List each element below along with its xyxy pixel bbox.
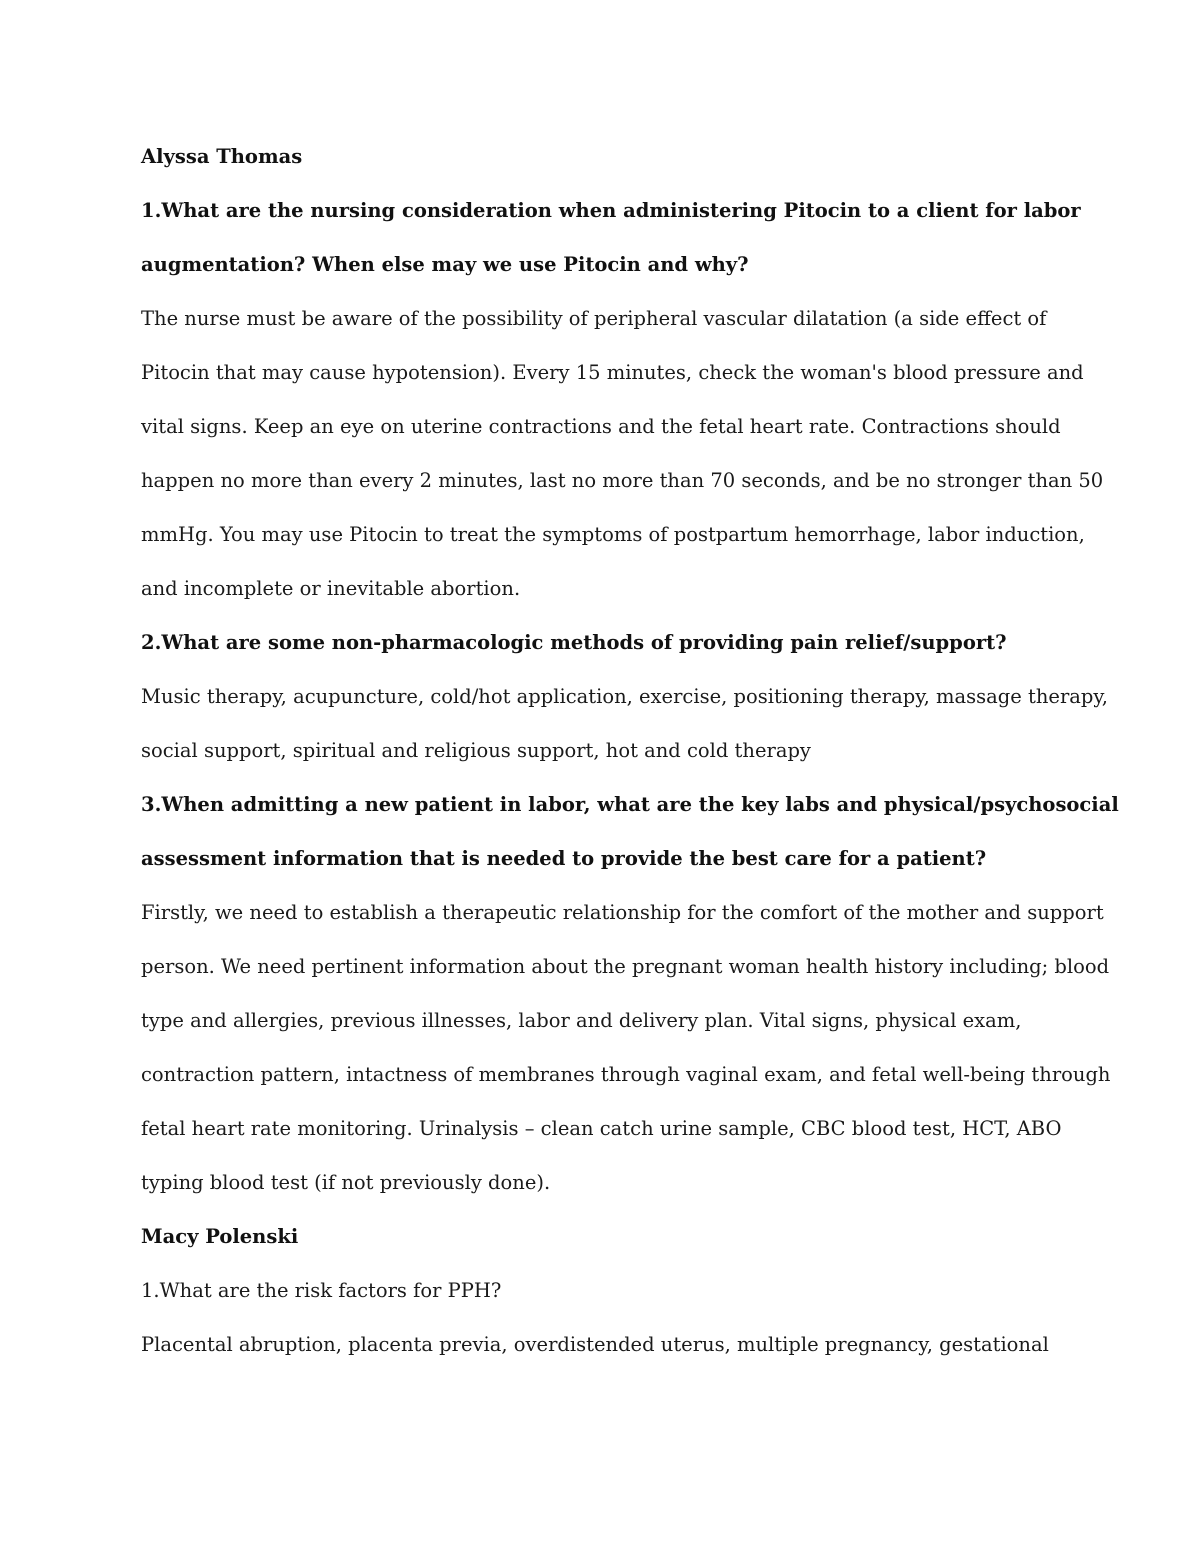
author-section: [141, 1210, 1061, 1372]
question-block: [141, 616, 1108, 778]
answer-text: Placental abruption, placenta previa, overdistended uterus, multiple pregnancy, gestational: [141, 1333, 1049, 1356]
answer-text: and incomplete or inevitable abortion.: [141, 577, 521, 600]
answer-text: fetal heart rate monitoring. Urinalysis – clean catch urine sample, CBC blood test, HCT, ABO: [141, 1117, 1062, 1140]
answer-text: type and allergies, previous illnesses, labor and delivery plan. Vital signs, physical exam,: [141, 1009, 1022, 1032]
question-text: assessment information that is needed to provide the best care for a patient?: [141, 847, 987, 870]
answer-text: happen no more than every 2 minutes, last no more than 70 seconds, and be no stronger than 50: [141, 469, 1104, 492]
answer-text: mmHg. You may use Pitocin to treat the symptoms of postpartum hemorrhage, labor induction,: [141, 523, 1085, 546]
question-block: [141, 1264, 1061, 1372]
answer-text: contraction pattern, intactness of membranes through vaginal exam, and fetal well-being through: [141, 1063, 1111, 1086]
answer-text: person. We need pertinent information about the pregnant woman health history including; blood: [141, 955, 1110, 978]
question-text: augmentation? When else may we use Pitocin and why?: [141, 253, 749, 276]
question-text: 2.What are some non-pharmacologic methods of providing pain relief/support?: [141, 631, 1007, 654]
question-text: 3.When admitting a new patient in labor, what are the key labs and physical/psychosocial: [141, 793, 1119, 816]
answer-text: The nurse must be aware of the possibility of peripheral vascular dilatation (a side effect of: [141, 307, 1047, 330]
author-name: Macy Polenski: [141, 1225, 299, 1248]
question-text: 1.What are the risk factors for PPH?: [141, 1279, 502, 1302]
author-name: Alyssa Thomas: [141, 145, 303, 168]
answer-text: Firstly, we need to establish a therapeutic relationship for the comfort of the mother and support: [141, 901, 1104, 924]
answer-text: typing blood test (if not previously done).: [141, 1171, 551, 1194]
author-section: [141, 130, 1119, 1210]
question-block: [141, 778, 1119, 1210]
document-body: [141, 130, 1119, 1372]
answer-text: Pitocin that may cause hypotension). Every 15 minutes, check the woman's blood pressure and: [141, 361, 1084, 384]
answer-text: Music therapy, acupuncture, cold/hot application, exercise, positioning therapy, massage therapy,: [141, 685, 1108, 708]
answer-text: social support, spiritual and religious support, hot and cold therapy: [141, 739, 811, 762]
question-block: [141, 184, 1104, 616]
question-text: 1.What are the nursing consideration when administering Pitocin to a client for labor: [141, 199, 1081, 222]
answer-text: vital signs. Keep an eye on uterine contractions and the fetal heart rate. Contractions should: [141, 415, 1061, 438]
